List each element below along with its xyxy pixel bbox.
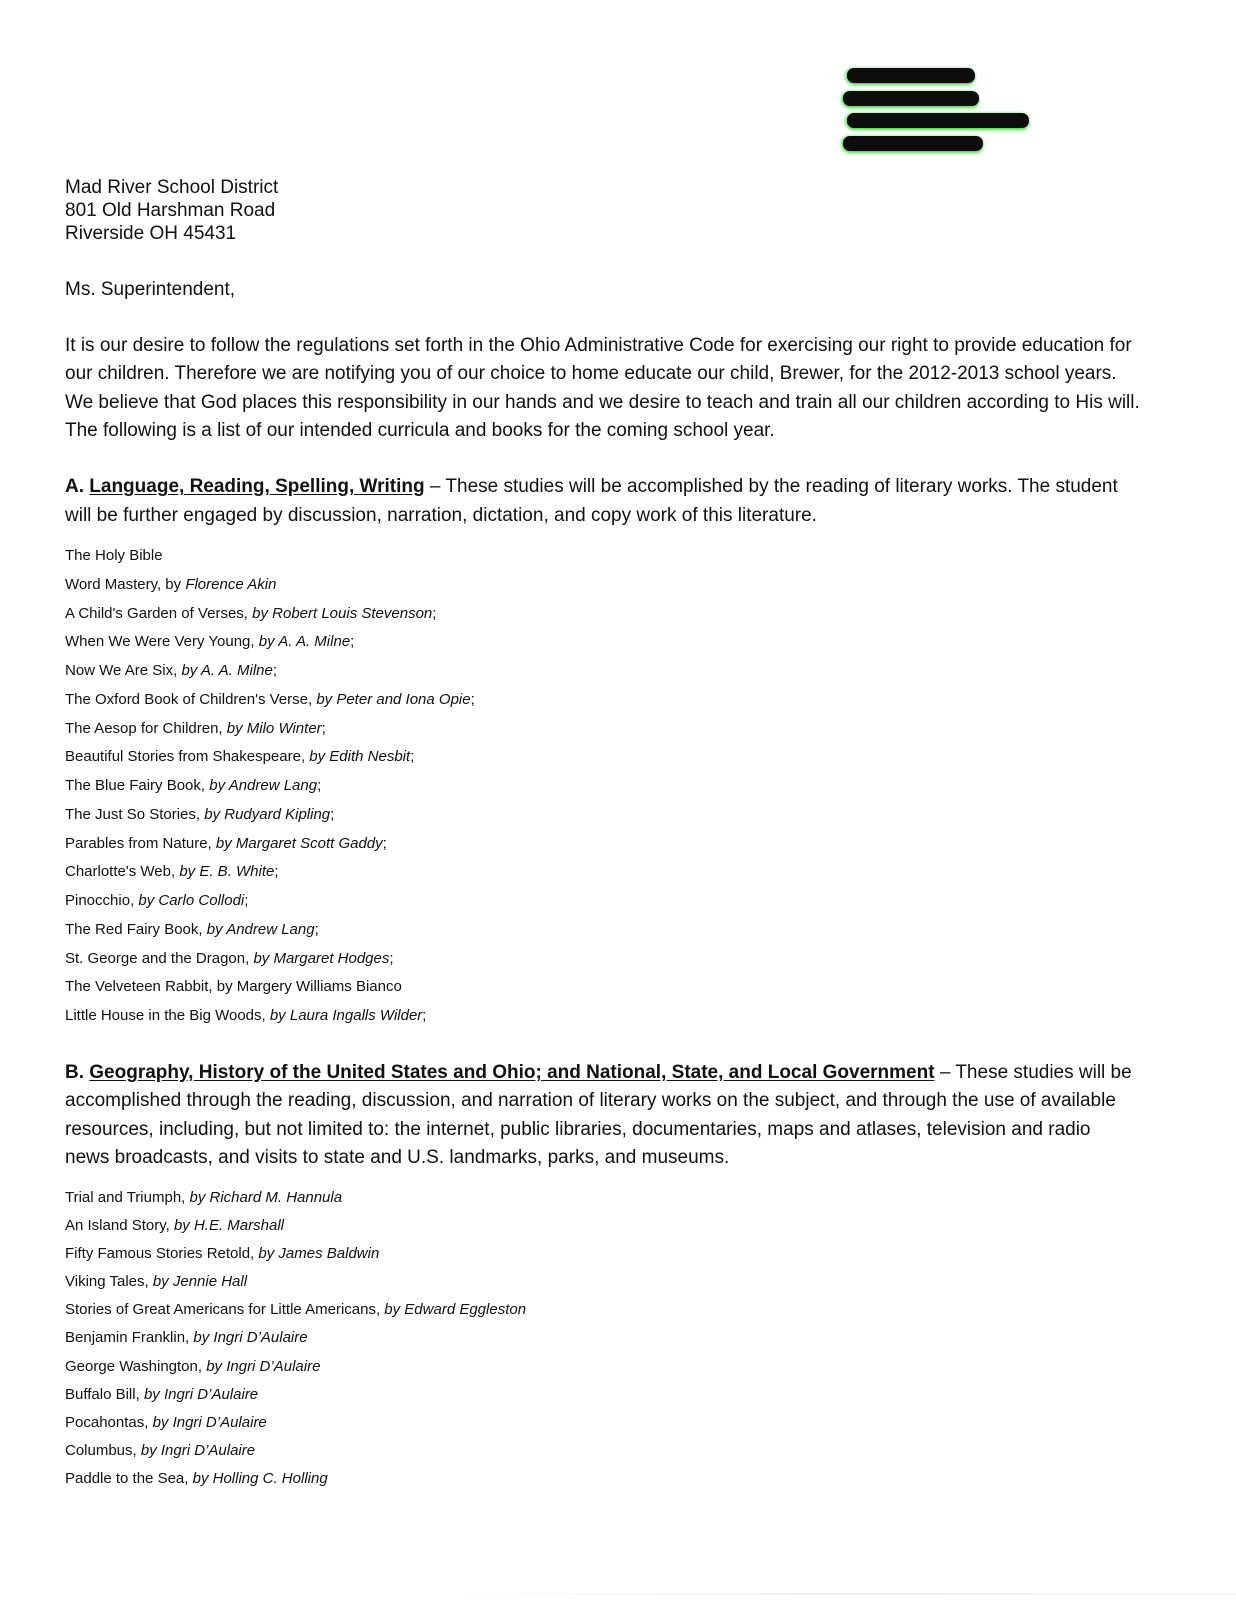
book-list-item bbox=[65, 545, 475, 574]
book-list-item bbox=[65, 603, 475, 632]
book-suffix: ; bbox=[317, 777, 322, 794]
book-list-item bbox=[65, 976, 475, 1005]
book-list-item bbox=[65, 1412, 526, 1440]
book-author: by Andrew Lang bbox=[209, 777, 318, 794]
recipient-address bbox=[65, 176, 278, 245]
book-title: Little House in the Big Woods, bbox=[65, 1007, 270, 1024]
redaction-bar bbox=[843, 91, 979, 106]
book-suffix: ; bbox=[274, 863, 279, 881]
book-title: The Velveteen Rabbit, by Margery Williams Bianco bbox=[65, 978, 402, 996]
book-suffix: ; bbox=[350, 633, 355, 651]
book-title: When We Were Very Young, bbox=[65, 633, 259, 651]
book-author: by E. B. White bbox=[179, 863, 275, 881]
book-list-item bbox=[65, 1271, 526, 1299]
book-title: George Washington, bbox=[65, 1357, 207, 1375]
book-list-item bbox=[65, 861, 475, 890]
book-list-item bbox=[65, 948, 475, 977]
book-author: by Ingri D’Aulaire bbox=[152, 1413, 267, 1431]
book-list-item bbox=[65, 1384, 526, 1412]
book-author: by Richard M. Hannula bbox=[189, 1189, 343, 1206]
book-author: by Jennie Hall bbox=[152, 1273, 248, 1291]
book-author: by Edward Eggleston bbox=[384, 1301, 527, 1319]
book-author: by A. A. Milne bbox=[258, 633, 351, 651]
book-list-item bbox=[65, 1005, 475, 1034]
book-title: The Oxford Book of Children's Verse, bbox=[65, 690, 317, 708]
book-author: by Ingri D’Aulaire bbox=[193, 1329, 308, 1347]
section-title: Geography, History of the United States and Ohio; and National, State, and Local Government bbox=[89, 1062, 935, 1083]
book-author: by Edith Nesbit bbox=[309, 748, 411, 766]
book-list-item bbox=[65, 660, 475, 689]
book-list-item bbox=[65, 1187, 526, 1215]
book-author: Florence Akin bbox=[185, 575, 277, 593]
book-title: The Aesop for Children, bbox=[65, 719, 227, 737]
book-author: by H.E. Marshall bbox=[173, 1217, 284, 1235]
book-author: by Andrew Lang bbox=[206, 920, 315, 938]
book-author: by A. A. Milne bbox=[181, 662, 273, 679]
book-title: A Child's Garden of Verses, bbox=[65, 604, 253, 622]
book-title: Buffalo Bill, bbox=[65, 1385, 144, 1403]
intro-paragraph: It is our desire to follow the regulations set forth in the Ohio Administrative Code for exercising our right to provide education for our children. Therefore we are notifying you of our choice to home educate our child, Brewer, for the 2012-2013 school years. We believe that God places this responsibility in our hands and we desire to teach and train all our children according to His will. The following is a list of our intended curricula and books for the coming school year. bbox=[65, 335, 1140, 441]
book-suffix: ; bbox=[470, 690, 475, 708]
scan-edge-artifact bbox=[420, 1593, 1236, 1595]
book-list-item bbox=[65, 890, 475, 919]
book-list-item bbox=[65, 775, 475, 804]
book-author: by Ingri D’Aulaire bbox=[143, 1385, 259, 1403]
book-suffix: ; bbox=[314, 920, 319, 938]
book-title: The Just So Stories, bbox=[65, 805, 205, 823]
book-author: by Milo Winter bbox=[226, 719, 322, 737]
section-label: B. bbox=[65, 1062, 84, 1083]
book-list-item bbox=[65, 631, 475, 660]
section-description: – These studies will be accomplished by the reading of literary works. The student will be further engaged by discussion, narration, dictation, and copy work of this literature. bbox=[65, 476, 1118, 526]
book-author: by Laura Ingalls Wilder bbox=[269, 1007, 423, 1024]
redacted-return-address bbox=[845, 62, 1045, 157]
book-title: Fifty Famous Stories Retold, bbox=[65, 1245, 259, 1263]
redaction-bar bbox=[847, 113, 1029, 128]
book-title: Charlotte's Web, bbox=[65, 863, 180, 881]
book-suffix: ; bbox=[389, 949, 394, 967]
book-author: by Rudyard Kipling bbox=[204, 805, 331, 823]
book-list-item bbox=[65, 833, 475, 862]
book-suffix: ; bbox=[272, 662, 278, 679]
recipient-name: Mad River School District bbox=[65, 177, 279, 198]
book-suffix: ; bbox=[330, 805, 335, 823]
book-list-item bbox=[65, 1327, 526, 1355]
book-author: by Ingri D’Aulaire bbox=[140, 1441, 256, 1459]
book-author: by Margaret Scott Gaddy bbox=[215, 834, 383, 852]
book-title: Parables from Nature, bbox=[65, 834, 216, 852]
book-suffix: ; bbox=[321, 719, 326, 737]
section-a-heading bbox=[65, 473, 1145, 530]
book-author: by Ingri D’Aulaire bbox=[206, 1357, 321, 1375]
book-title: St. George and the Dragon, bbox=[65, 949, 254, 967]
redaction-bar bbox=[843, 136, 983, 151]
book-list-item bbox=[65, 1440, 526, 1468]
section-b-heading bbox=[65, 1059, 1140, 1172]
book-suffix: ; bbox=[244, 892, 249, 909]
book-suffix: ; bbox=[432, 604, 437, 622]
book-suffix: ; bbox=[422, 1007, 427, 1024]
salutation: Ms. Superintendent, bbox=[65, 279, 236, 300]
book-list-item bbox=[65, 574, 475, 603]
section-description: – These studies will be accomplished through the reading, discussion, and narration of literary works on the subject, and through the use of available resources, including, but not limited to: the internet, public libraries, documentaries, maps and atlases, television and radio news broadcasts, and visits to state and U.S. landmarks, parks, and museums. bbox=[65, 1062, 1132, 1168]
redaction-bar bbox=[847, 68, 975, 83]
book-list-item bbox=[65, 689, 475, 718]
section-title: Language, Reading, Spelling, Writing bbox=[89, 476, 425, 497]
book-list-item bbox=[65, 1468, 526, 1496]
book-title: Pocahontas, bbox=[65, 1413, 153, 1431]
book-list-item bbox=[65, 804, 475, 833]
book-title: Stories of Great Americans for Little Americans, bbox=[65, 1301, 385, 1319]
book-title: Pinocchio, bbox=[65, 892, 139, 909]
book-title: Benjamin Franklin, bbox=[65, 1329, 194, 1347]
book-title: An Island Story, bbox=[65, 1217, 174, 1235]
recipient-street: 801 Old Harshman Road bbox=[65, 200, 276, 221]
book-author: by Holling C. Holling bbox=[192, 1469, 328, 1487]
book-suffix: ; bbox=[382, 834, 387, 852]
book-list-item bbox=[65, 746, 475, 775]
book-title: The Blue Fairy Book, bbox=[65, 777, 210, 794]
book-author: by Robert Louis Stevenson bbox=[252, 604, 433, 622]
book-list-item bbox=[65, 1243, 526, 1271]
book-title: Viking Tales, bbox=[65, 1273, 153, 1291]
book-author: by James Baldwin bbox=[258, 1245, 380, 1263]
book-list-item bbox=[65, 919, 475, 948]
book-title: The Holy Bible bbox=[65, 547, 163, 564]
book-list-item bbox=[65, 1356, 526, 1384]
recipient-city-state-zip: Riverside OH 45431 bbox=[65, 223, 237, 244]
book-list-item bbox=[65, 1299, 526, 1327]
book-list-language bbox=[65, 545, 475, 1034]
book-author: by Margaret Hodges bbox=[253, 949, 390, 967]
book-suffix: ; bbox=[410, 748, 415, 766]
section-label: A. bbox=[65, 476, 84, 497]
book-title: Trial and Triumph, bbox=[65, 1189, 190, 1206]
book-title: Paddle to the Sea, bbox=[65, 1469, 193, 1487]
book-title: Word Mastery, by bbox=[65, 575, 186, 593]
book-title: Columbus, bbox=[65, 1441, 141, 1459]
book-title: Now We Are Six, bbox=[65, 662, 182, 679]
book-list-item bbox=[65, 1215, 526, 1243]
book-author: by Carlo Collodi bbox=[138, 892, 245, 909]
book-list-item bbox=[65, 718, 475, 747]
book-title: Beautiful Stories from Shakespeare, bbox=[65, 748, 310, 766]
book-author: by Peter and Iona Opie bbox=[316, 690, 471, 708]
book-list-geography-history bbox=[65, 1187, 526, 1496]
book-title: The Red Fairy Book, bbox=[65, 920, 207, 938]
